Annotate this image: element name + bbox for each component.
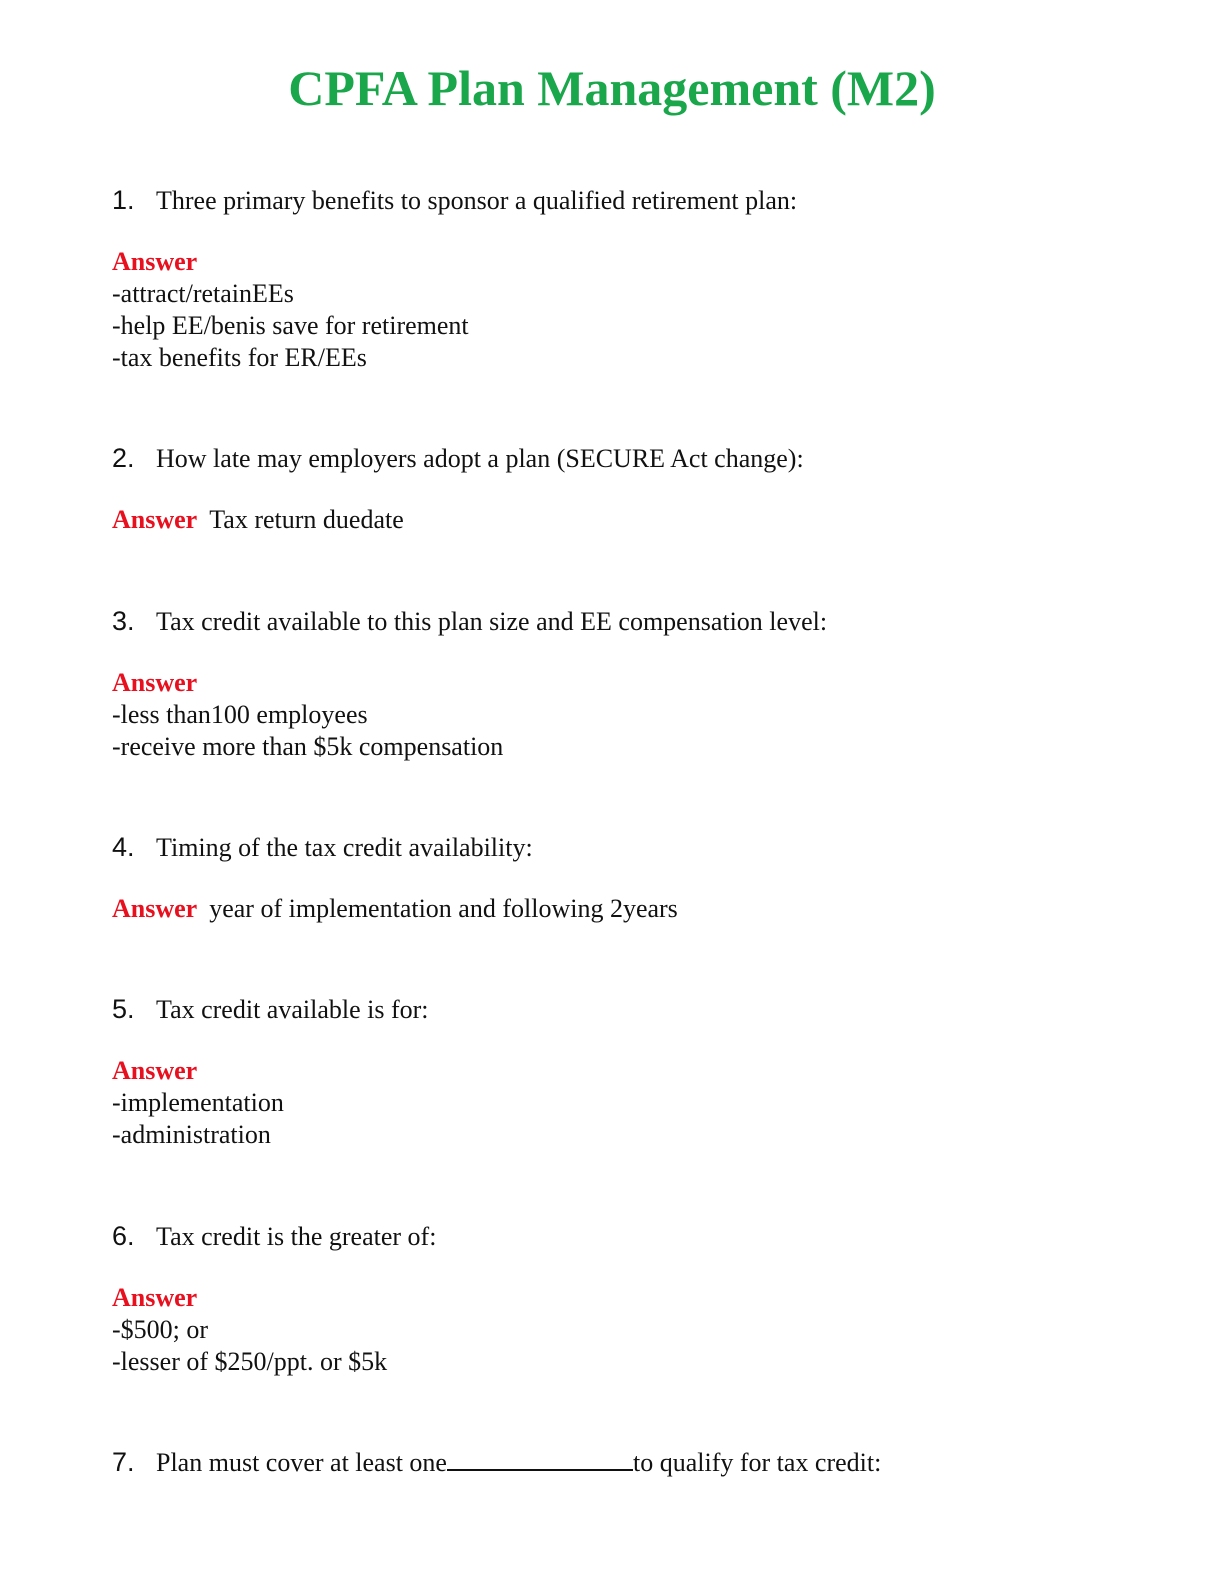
question-5-prompt: [112, 993, 1112, 1025]
question-number: 5.: [112, 994, 135, 1024]
answer-block: [112, 246, 1112, 374]
question-number: 7.: [112, 1447, 135, 1477]
question-1-prompt: [112, 184, 1112, 216]
question-text: Tax credit is the greater of:: [156, 1222, 437, 1251]
question-6: [112, 1220, 1112, 1378]
question-text: Timing of the tax credit availability:: [156, 833, 533, 862]
question-3: [112, 605, 1112, 763]
answer-label: Answer: [112, 1283, 198, 1312]
answer-line: -tax benefits for ER/EEs: [112, 343, 367, 372]
answer-block: [112, 893, 1112, 925]
question-text: Tax credit available to this plan size and EE compensation level:: [156, 607, 828, 636]
answer-line: -attract/retainEEs: [112, 279, 294, 308]
question-2-prompt: [112, 442, 1112, 474]
question-1: [112, 184, 1112, 374]
answer-text: year of implementation and following 2years: [209, 894, 678, 923]
question-number: 1.: [112, 185, 135, 215]
question-4-prompt: [112, 831, 1112, 863]
answer-label: Answer: [112, 1056, 198, 1085]
question-7: [112, 1446, 1112, 1478]
question-3-prompt: [112, 605, 1112, 637]
answer-label: Answer: [112, 668, 198, 697]
answer-line: -$500; or: [112, 1315, 209, 1344]
question-text: How late may employers adopt a plan (SECURE Act change):: [156, 444, 804, 473]
answer-block: [112, 1055, 1112, 1151]
question-7-prompt: [112, 1446, 1112, 1478]
page-title: CPFA Plan Management (M2): [288, 60, 936, 116]
question-text-before: Plan must cover at least one: [156, 1448, 447, 1477]
answer-label: Answer: [112, 894, 198, 923]
question-number: 2.: [112, 443, 135, 473]
question-text: Tax credit available is for:: [156, 995, 429, 1024]
question-5: [112, 993, 1112, 1151]
question-number: 6.: [112, 1221, 135, 1251]
answer-line: -administration: [112, 1120, 271, 1149]
question-number: 4.: [112, 832, 135, 862]
question-number: 3.: [112, 606, 135, 636]
answer-line: -implementation: [112, 1088, 284, 1117]
answer-label: Answer: [112, 247, 198, 276]
answer-block: [112, 504, 1112, 536]
answer-text: Tax return duedate: [209, 505, 404, 534]
question-text-after: to qualify for tax credit:: [632, 1448, 882, 1477]
fill-in-blank: [447, 1447, 633, 1471]
question-4: [112, 831, 1112, 925]
answer-block: [112, 667, 1112, 763]
answer-block: [112, 1282, 1112, 1378]
answer-label: Answer: [112, 505, 198, 534]
question-2: [112, 442, 1112, 536]
question-6-prompt: [112, 1220, 1112, 1252]
answer-line: -help EE/benis save for retirement: [112, 311, 469, 340]
answer-line: -lesser of $250/ppt. or $5k: [112, 1347, 388, 1376]
answer-line: -receive more than $5k compensation: [112, 732, 504, 761]
answer-line: -less than100 employees: [112, 700, 368, 729]
question-text: Three primary benefits to sponsor a qualified retirement plan:: [156, 186, 798, 215]
